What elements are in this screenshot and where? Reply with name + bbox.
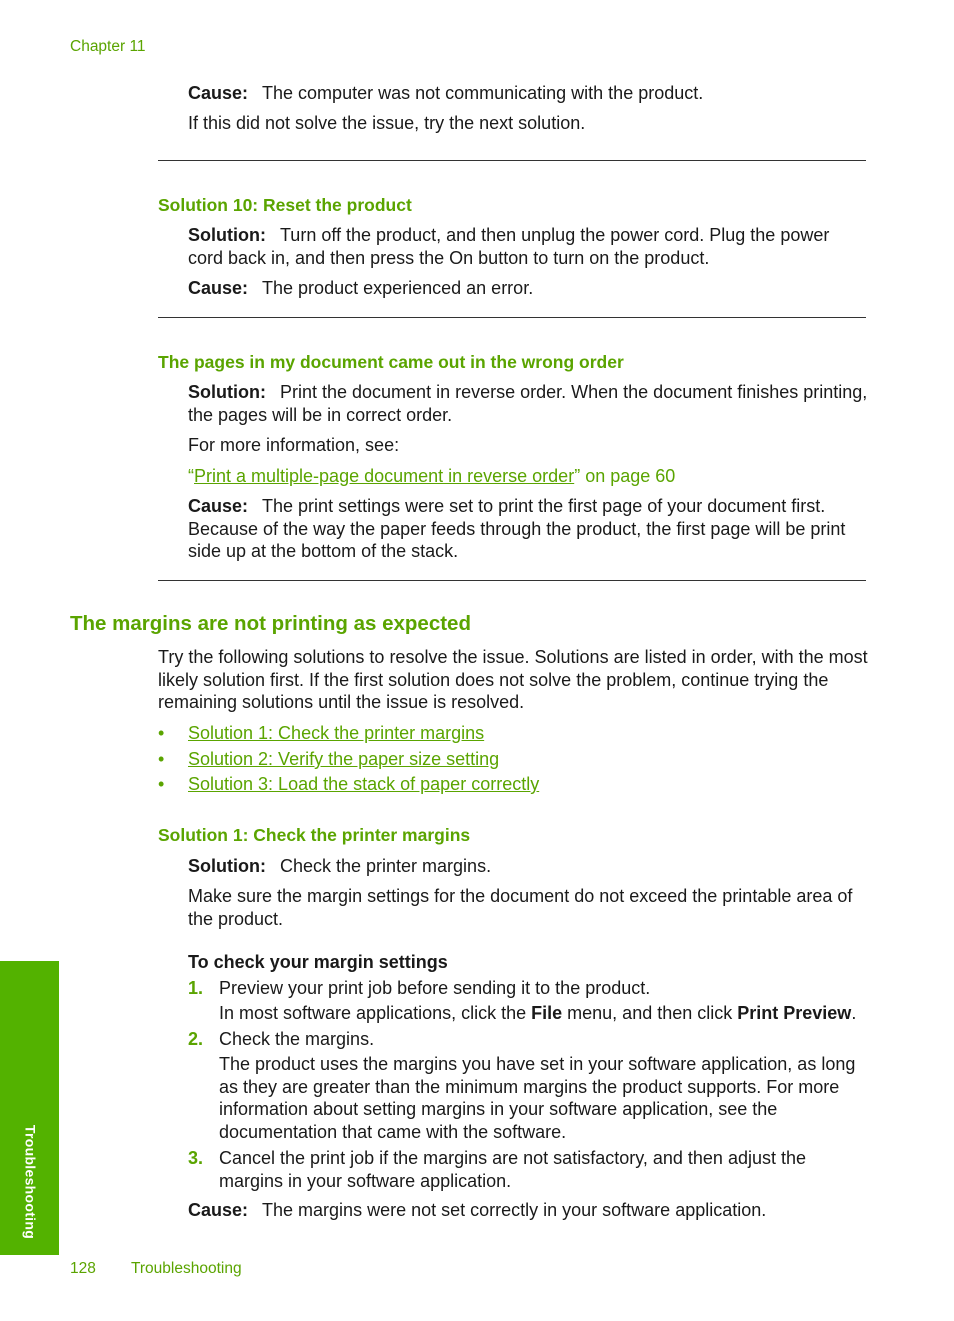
chapter-header: Chapter 11 xyxy=(70,38,146,55)
solution-1-link[interactable] xyxy=(188,722,868,745)
link-text[interactable]: Solution 3: Load the stack of paper correctly xyxy=(188,774,540,794)
link-open-quote: “ xyxy=(188,466,194,486)
solution-1-heading: Solution 1: Check the printer margins xyxy=(158,825,471,845)
cause-text: The computer was not communicating with the product. xyxy=(262,83,704,103)
cause-text: The print settings were set to print the first page of your document first. Because of the way the paper feeds through the product, the first page will be print side up at the bottom of the stack. xyxy=(188,496,846,561)
solution-label: Solution: xyxy=(188,856,266,876)
solution-label: Solution: xyxy=(188,225,266,245)
more-info-text: For more information, see: xyxy=(188,435,400,455)
cause-text: The margins were not set correctly in your software application. xyxy=(262,1200,767,1220)
section-tab-label: Troubleshooting xyxy=(22,1124,39,1240)
solution-text: Check the printer margins. xyxy=(279,856,492,876)
step-number: 1. xyxy=(188,978,204,998)
link-text[interactable]: Print a multiple-page document in reverse order xyxy=(194,466,575,486)
bullet: • xyxy=(158,749,165,769)
bullet: • xyxy=(158,774,165,794)
next-solution-note: If this did not solve the issue, try the next solution. xyxy=(188,113,586,133)
footer-section: Troubleshooting xyxy=(131,1260,242,1277)
solution-text: Print the document in reverse order. When the document finishes printing, the pages will be in correct order. xyxy=(188,382,868,425)
solution-text: Turn off the product, and then unplug the power cord. Plug the power cord back in, and then press the On button to turn on the product. xyxy=(188,225,830,268)
cause-paragraph xyxy=(188,495,868,563)
solution-10-heading: Solution 10: Reset the product xyxy=(158,195,412,215)
cause-paragraph xyxy=(188,82,868,105)
step-detail-text: In most software applications, click the xyxy=(219,1003,532,1023)
step-text: Cancel the print job if the margins are not satisfactory, and then adjust the margins in your software application. xyxy=(219,1148,806,1191)
step-text: Check the margins. xyxy=(219,1029,375,1049)
divider xyxy=(158,317,866,318)
procedure-title: To check your margin settings xyxy=(188,952,448,972)
step-number: 3. xyxy=(188,1148,204,1168)
cause-paragraph xyxy=(188,1199,868,1222)
cause-label: Cause: xyxy=(188,1200,249,1220)
solution-3-link[interactable] xyxy=(188,773,868,796)
step-detail: The product uses the margins you have set in your software application, as long as they are greater than the minimum margins the product supports. For more information about setting margins in your software application, see the documentation that came with the software. xyxy=(219,1054,856,1142)
bullet: • xyxy=(158,723,165,743)
step-detail-text: . xyxy=(851,1003,857,1023)
link-page-ref: ” on page 60 xyxy=(574,466,676,486)
wrong-order-heading: The pages in my document came out in the wrong order xyxy=(158,352,624,372)
step-text: Preview your print job before sending it to the product. xyxy=(219,978,651,998)
solution-paragraph xyxy=(188,855,868,878)
link-text[interactable]: Solution 1: Check the printer margins xyxy=(188,723,485,743)
cause-label: Cause: xyxy=(188,496,249,516)
cause-paragraph xyxy=(188,277,868,300)
make-sure-paragraph: Make sure the margin settings for the document do not exceed the printable area of the product. xyxy=(188,886,853,929)
file-menu-term: File xyxy=(531,1003,563,1023)
margins-heading: The margins are not printing as expected xyxy=(70,612,471,635)
step-detail xyxy=(219,1002,869,1025)
print-preview-term: Print Preview xyxy=(737,1003,852,1023)
divider xyxy=(158,580,866,581)
cause-text: The product experienced an error. xyxy=(262,278,534,298)
cause-label: Cause: xyxy=(188,83,249,103)
solution-paragraph xyxy=(188,381,868,426)
solution-2-link[interactable] xyxy=(188,748,868,771)
margins-intro: Try the following solutions to resolve the issue. Solutions are listed in order, with the most likely solution first. If the first solution does not solve the problem, continue trying the remaining solutions until the issue is resolved. xyxy=(158,647,868,712)
reverse-order-link[interactable] xyxy=(188,465,868,488)
solution-label: Solution: xyxy=(188,382,266,402)
solution-paragraph xyxy=(188,224,868,269)
divider xyxy=(158,160,866,161)
link-text[interactable]: Solution 2: Verify the paper size setting xyxy=(188,749,500,769)
cause-label: Cause: xyxy=(188,278,249,298)
step-detail-text: menu, and then click xyxy=(562,1003,738,1023)
page-number: 128 xyxy=(70,1260,96,1277)
step-number: 2. xyxy=(188,1029,204,1049)
